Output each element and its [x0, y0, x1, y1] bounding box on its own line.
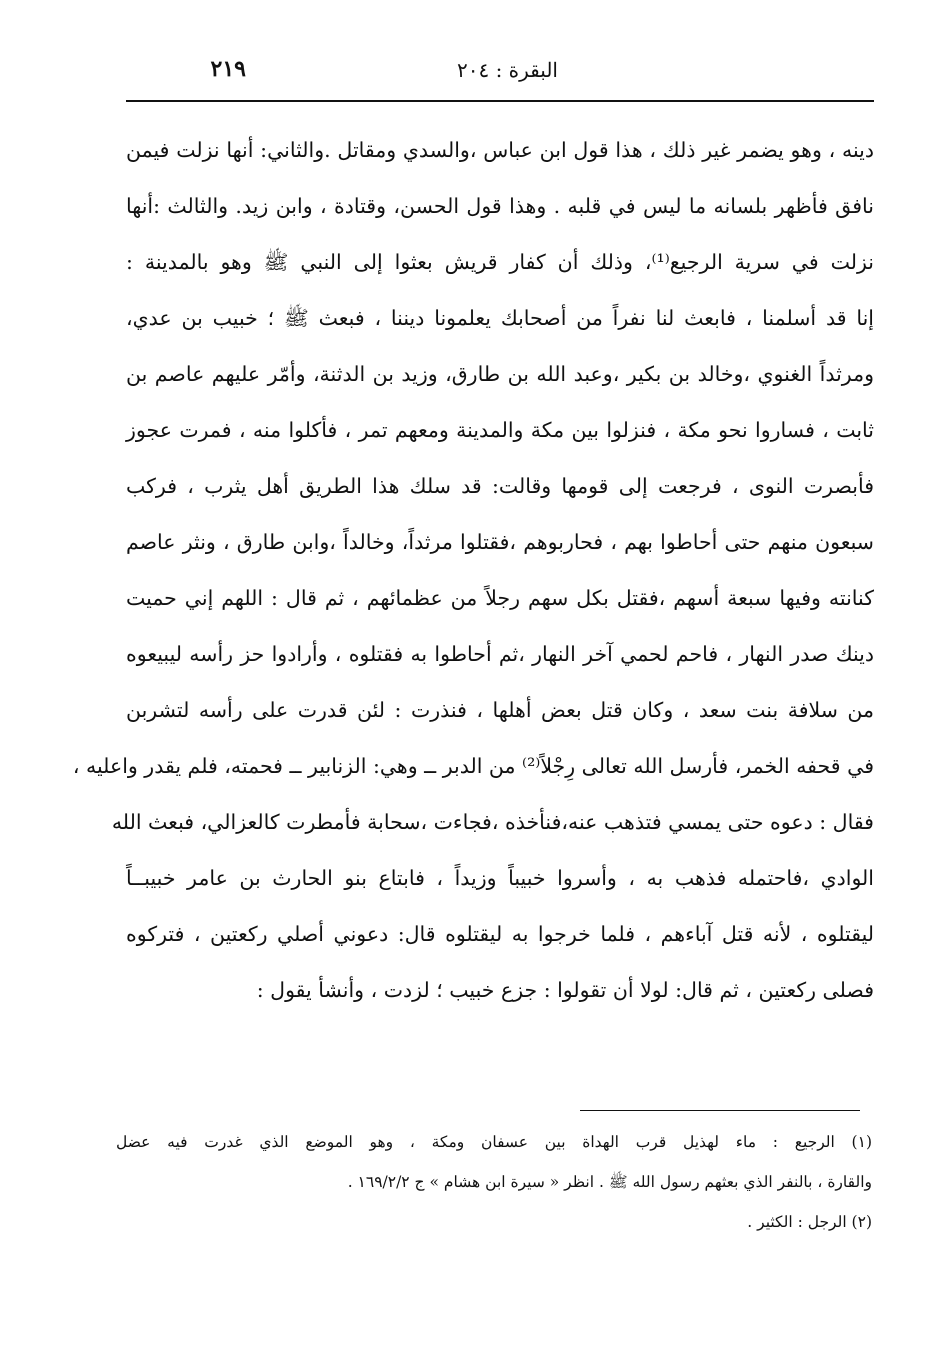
text-line: ومرثداً الغنوي ،وخالد بن بكير ،وعبد الله بن طارق، وزيد بن الدثنة، وأمّر عليهم عاصم بن [126, 362, 874, 386]
text-line: فقال : دعوه حتى يمسي فتذهب عنه،فنأخذه ،فجاءت ،سحابة فأمطرت كالعزالي، فبعث الله [111, 810, 874, 834]
text-line: كنانته وفيها سبعة أسهم ،فقتل بكل سهم رجلاً من عظمائهم ، ثم قال : اللهم إني حميت [126, 586, 874, 610]
text-line: دينه ، وهو يضمر غير ذلك ، هذا قول ابن عباس ،والسدي ومقاتل .والثاني: أنها نزلت فيمن [126, 138, 874, 162]
running-head: البقرة : ٢٠٤ [456, 58, 558, 82]
text-line: نافق فأظهر بلسانه ما ليس في قلبه . وهذا قول الحسن، وقتادة ، وابن زيد. والثالث :أنها [126, 194, 874, 218]
text-line: الوادي ،فاحتمله فذهب به ، وأسروا خبيباً وزيداً ، فابتاع بنو الحارث بن عامر خبيبــاً [126, 866, 874, 890]
header-divider [126, 100, 874, 102]
text-line: سبعون منهم حتى أحاطوا بهم ، فحاربوهم ،فقتلوا مرثداً، وخالداً ،وابن طارق ، ونثر عاصم [126, 530, 874, 554]
body-text [72, 122, 874, 1018]
footnote-divider [580, 1110, 860, 1111]
text-line: ليقتلوه ، لأنه قتل آباءهم ، فلما خرجوا به ليقتلوه قال: دعوني أصلي ركعتين ، فتركوه [126, 922, 874, 946]
footnote-2: (٢) الرجل : الكثير . [747, 1213, 872, 1231]
footnote-1: (١) الرجيع : ماء لهذيل قرب الهداة بين عسفان ومكة ، وهو الموضع الذي غدرت فيه عضل [116, 1133, 872, 1151]
text-line-last: فصلى ركعتين ، ثم قال: لولا أن تقولوا : جزع خبيب ؛ لزدت ، وأنشأ يقول : [256, 978, 874, 1002]
text-line: نزلت في سرية الرجيع⁽¹⁾، وذلك أن كفار قريش بعثوا إلى النبي ﷺ وهو بالمدينة : [126, 250, 874, 274]
text-line: من سلافة بنت سعد ، وكان قتل بعض أهلها ، فنذرت : لئن قدرت على رأسه لتشربن [126, 698, 874, 722]
footnotes [116, 1122, 872, 1242]
text-line: في قحفه الخمر، فأرسل الله تعالى رِجْلاً⁽²⁾ من الدبر ــ وهي: الزنابير ــ فحمته، فلم يقدر واعليه ، [72, 754, 874, 778]
page-header [126, 56, 874, 92]
page-number: ٢١٩ [210, 56, 246, 82]
text-line: دينك صدر النهار ، فاحم لحمي آخر النهار ،ثم أحاطوا به فقتلوه ، وأرادوا حز رأسه ليبيعوه [126, 642, 874, 666]
text-line: ثابت ، فساروا نحو مكة ، فنزلوا بين مكة والمدينة ومعهم تمر ، فأكلوا منه ، فمرت عجوز [126, 418, 874, 442]
footnote-1-continued: والقارة ، بالنفر الذي بعثهم رسول الله ﷺ . انظر « سيرة ابن هشام » ج ١٦٩/٢/٢ . [347, 1173, 872, 1191]
text-line: فأبصرت النوى ، فرجعت إلى قومها وقالت: قد سلك هذا الطريق أهل يثرب ، فركب [126, 474, 874, 498]
text-line: إنا قد أسلمنا ، فابعث لنا نفراً من أصحابك يعلمونا ديننا ، فبعث ﷺ ؛ خبيب بن عدي، [126, 306, 874, 330]
